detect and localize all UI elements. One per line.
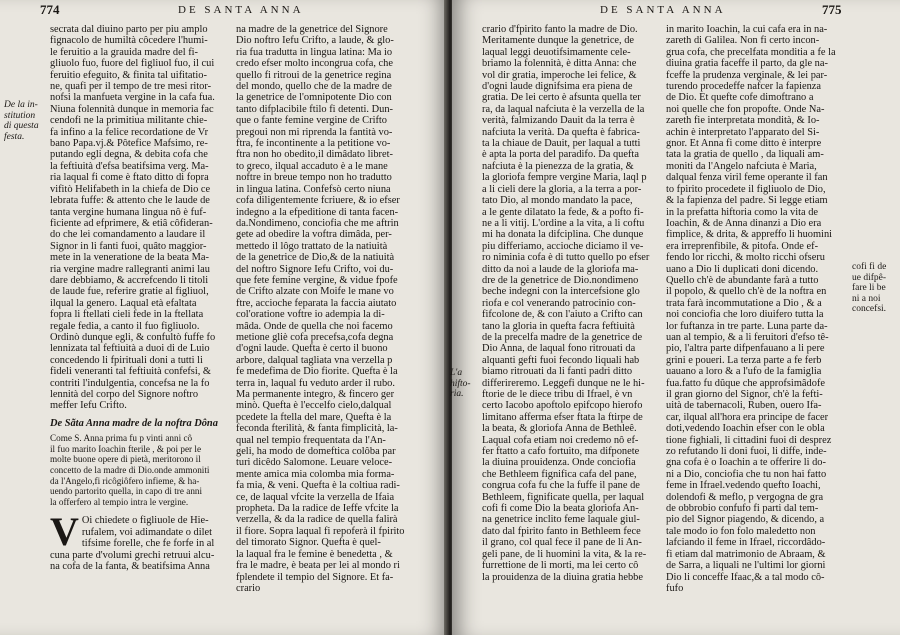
col-b-line: terra in, laqual fu veduto arder il rubo. [236,377,395,389]
right-page [452,0,900,635]
col-c-line: è apta la porta del paradifo. Da quefta [482,149,639,161]
col-a-line: tanta vergine humana lingua nô è fuf- [50,206,207,218]
col-d-line: doti,vedendo Ioachin efser con le obla [666,423,825,435]
col-d-line: gnor. Et Anna fi come ditto è interpre [666,138,822,150]
col-b-line: in lingua latina. Confefsò certo niuna [236,183,391,195]
col-c-line: differireremo. Leggefi dunque ne le hi- [482,377,645,389]
col-d-line: fendo lor ricchi, & molto ricchi ofseru [666,252,825,264]
col-d-line: era irreprenfibile, & pitofa. Onde ef- [666,240,819,252]
col-b-line: ftra non ho obedito,il dimâdato libret- [236,149,393,161]
col-a-line: fopra li ftellati cieli fede in la ftellata [50,309,204,321]
col-b-line: ftre, accioche feparata la faccia aiutato [236,297,397,309]
col-c-line: la diuina prouidenza. Onde conciofia [482,457,636,469]
section-body [50,509,230,572]
col-d-line: gna cofa è o Ioachin a te offerire li do- [666,457,826,469]
col-c-line: dre de la genetrice de Dio.nondimeno [482,274,639,286]
page-number-left: 774 [40,2,60,17]
col-a-line: fa infino a la felice recordatione de Vr [50,126,209,138]
col-b-line: gete ad obedire la voftra dimâda, per- [236,229,392,241]
col-b-line: ftra, fe incontinente a la petitione vo- [236,138,391,150]
col-a-line: feruitio efeguito, & finita tal uifitatio- [50,69,207,81]
col-c-line: il grano, col qual fece il pane de li An- [482,537,642,549]
col-a-line: Signor in li fanti fuoi, quâto maggior- [50,240,207,252]
col-b-line: que fete femine vergine, & vidue fpofe [236,274,398,286]
col-c-line: ne a li vitij. L'ordine a la vita, a li coftu [482,217,645,229]
col-d-line: & la fapienza del padre. Si legge etiam [666,195,828,207]
col-d-line: noi conciofia che loro diuifero tutta la [666,309,824,321]
col-a-line: fignacolo de humiltà côcedere l'humi- [50,35,208,47]
margin-note-history: L'a hifto- ria. [450,368,471,399]
col-a-line: mete in la veneratione de la beata Ma- [50,252,209,264]
body-line: Oi chiedete o figliuole de Hie- [81,515,209,527]
margin-gloss: cofi fi de ue difpê- fare li be ni a noi concefsi. [852,262,887,314]
col-b-line: arbore, dalqual tagliata vna verzella p [236,354,393,366]
col-a-line: contriti l'indulgentia, concefsa ne la fo [50,377,210,389]
col-c-line: verità, falmizando Dauit da la terra è [482,115,635,127]
col-b-line: fa mia, & veni. Quefta è la coltiua radi- [236,480,400,492]
col-b-line: il fiore. Sopra laqual fi repoferà il fpirito [236,525,405,537]
col-b-line: tanto difplacibile ftilo fi detenti. Dun- [236,103,393,115]
col-c-line: mi ha donata la difciplina. Che dunque [482,229,644,241]
col-b-line: Dio noftro Iefu Crifto, a laude, & glo- [236,35,394,47]
col-c-line: tano la gloria in quefta facra feftiuità [482,320,635,332]
col-c-line: de la precelfa madre de la genetrice de [482,331,643,343]
col-c-line: ftorie de le diece tribu di Ifrael, è vn [482,389,633,400]
col-c-line: Laqual cofa etiam noi credemo nô ef- [482,434,639,446]
col-c-line: dato dal fpirito fanto in Bethleem fece [482,525,641,537]
col-d-line: car, ilqual all'hora era principe de facer [666,411,829,423]
col-c-line: biamo ritrouati da li fanti padri ditto [482,366,633,378]
col-b-line: mente amica mia colomba mia forma- [236,468,395,480]
col-c-line: che Bethleem fignifica cafa del pane, [482,468,637,480]
col-d-line: fufo [666,582,684,594]
col-a-line: ne, quafi per il tempo de tre mesi ritor- [50,81,212,93]
col-d-line: zareth di Galilea. Non fi certo incon- [666,35,820,47]
col-b-line: col'oratione voftre io adempia la di- [236,309,385,321]
summary-line: molte buone opere di pietà, meritorono il [50,454,201,465]
col-b-line: mettedo il lôgo trattato de la natiuità [236,240,388,252]
summary-line: da l'Angelo,fi ricôgiôfero infieme, & ha- [50,475,200,486]
col-b-line: del timorato Signor. Quefta è quel- [236,537,381,549]
col-c-line: Meritamente dunque la genetrice, de [482,35,635,47]
col-b-line: metione gliè cofa precefsa,cofa degna [236,331,394,343]
col-a-line: putando egli degna, & debita cofa che [50,149,208,161]
body-line: na cofa de la fanta, & beatifsima Anna [50,561,210,572]
col-d-line: achin è interpretato l'apparato del Si- [666,126,820,138]
col-d-line: fimplice, & drita, & appreffo li huomini [666,229,833,241]
body-line: tifsime forelle, che fe forfe in al [81,538,215,550]
col-b-line: noftre in breue tempo non ho tradutto [236,172,392,184]
summary-line: la offerfero al tempio intra le vergine. [50,496,189,507]
col-d-line: uità de tabernacoli, Ruben, ouero Ifa- [666,400,822,412]
col-b-line: to greco, ilqual accaduto è a le mane [236,160,388,172]
col-c-line: ta la chiaue de Dauit, per laqual a tutti [482,138,641,150]
col-a-line: Niuna folennità dunque in memoria fac [50,103,214,115]
col-b-line: pcedete la ftella del mare, Quefta è la [236,411,392,423]
section-summary [50,433,230,507]
col-a-line: ficiente ad efprimere, & etiâ côfideran- [50,217,213,229]
drop-cap: V [50,509,79,555]
col-c-line: a le gente dilatato la fede, & a pofto fi- [482,206,644,218]
col-b-line: cofa diligentemente fcriuere, & io efser [236,195,400,207]
col-b-line: fra le madre, è beata per lei al mondo ri [236,560,400,572]
col-b-line: propheta. Da la radice de Ieffe vfcite la [236,503,399,515]
col-d-line: feme in Ifrael.vedendo quefto Ioachi, [666,480,821,492]
col-d-line: grini e poueri. La terza parte a fe ferb [666,354,822,366]
col-b-line: da.Nondimeno, conciofia che me aftrin [236,217,399,229]
column-d-lines [666,24,844,594]
col-a-line: meffer Iefu Crifto. [50,400,127,412]
col-c-line: na genetrice inclito feme laquale giul- [482,514,640,526]
col-d-line: noi quelle che fon propofte. Onde Na- [666,103,825,115]
col-c-line: ditto da noi a laude de la gloriofa ma- [482,263,639,275]
col-a-line: ria laqual fi come è ftato ditto di fopra [50,172,209,184]
col-d-line: to fpirito procedete il figliuolo de Dio, [666,183,826,195]
col-b-line: qual nel tempio frequentata da l'An- [236,434,386,446]
col-b-line: de Crifto alzate con Moife le mane vo [236,286,394,298]
col-c-line: a li cieli dere la gloria, a la terra a por- [482,183,642,195]
col-c-line: briamo la folennità, è ditta Anna: che [482,58,637,70]
col-c-line: crario d'fpirito fanto la madre de Dio. [482,24,638,35]
col-d-line: diuina gratia faceffe il parto, da gle na- [666,58,828,70]
col-c-line: nafciuta è la pienezza de la gratia, & [482,160,634,172]
col-b-line: mâda. Onde de quella che noi facemo [236,320,393,332]
col-c-line: laqual leggi deuotifsimamente cele- [482,46,631,58]
running-head-right: DE SANTA ANNA [600,4,726,16]
col-b-line: Ma permanente integro, & fincero ger [236,389,395,400]
col-d-line: fceffe la prudenza verginale, & lei par- [666,69,828,81]
col-d-line: pio del Signor piagendo, & dicendo, a [666,514,825,526]
col-a-line: regale fedia, a canto il fuo figliuolo. [50,320,200,332]
col-d-line: in marito Ioachin, la cui cafa era in na- [666,24,828,35]
col-d-line: Ioachin, & de Anna dinanzi a Dio era [666,217,822,229]
col-a-line: ria vergine madre rallegranti animi lau [50,263,210,275]
col-a-line: cendofi ne la primitiua militante chie- [50,115,208,127]
left-page [0,0,448,635]
col-c-line: d'ogni laude dignifsima era piena de [482,81,633,93]
col-d-line: de obbrobio confufo fi parti dal tem- [666,503,819,515]
col-b-line: pregoui non mi riprenda la fantità vo- [236,126,393,138]
col-d-line: grua cofa, che precelfata monditia a fe la [666,46,836,58]
col-d-line: zareth fie interpretata mondità, & Io- [666,115,820,127]
col-a-line: gliuolo fuo, fuore del figliuol fuo, il cui [50,58,215,70]
col-d-line: dolendofi & meflo, p vergogna de gra [666,491,824,503]
col-a-line: concedendo li fpirituali doni a tutti li [50,354,203,366]
col-b-line: verzella, & da la radice de quella falirà [236,514,398,526]
col-c-line: vol dir gratia, imperoche lei felice, & [482,69,637,81]
col-c-line: ra, da laqual nafciuta è la verzella de la [482,103,645,115]
col-c-line: gratia. De lei certo è afsunta quella ter [482,92,641,104]
col-b-line: minò. Quefta è l'eccelfo cielo,dalqual [236,400,392,412]
col-b-line: fe medefima de Dio fiorite. Quefta è la [236,366,398,378]
col-d-line: il popolo, & quello ch'è de la noftra en [666,286,827,298]
col-c-line: limitano afferma efser ftata la ftirpe de [482,411,643,423]
col-c-line: fer ftatto a cafo fortuito, ma difponete [482,446,640,458]
col-d-line: fua.fatto fu dûque che approfsimâdofe [666,377,825,389]
col-c-line: geli pane, de li huomini la vita, & la re- [482,548,647,560]
col-c-line: la beata, & gloriofa Anna de Bethleê. [482,423,637,435]
col-d-line: lor fuftanza in tre parte. Luna parte da- [666,320,828,332]
col-c-line: nafciuta la verità. Da quefta è fabrica- [482,126,640,138]
col-a-line: de laude fue, referire gratie al figliuol, [50,286,209,298]
col-b-line: la laqual fra le femine è benedetta , & [236,548,393,560]
col-c-line: cofi fi come Dio la beata gloriofa An- [482,503,639,515]
col-d-line: uauano a loro & a l'ufo de la famiglia [666,366,822,378]
col-c-line: la prouidenza de la diuina gratia hebbe [482,571,643,583]
col-d-line: dalqual fenza viril feme operante il fan [666,172,828,184]
col-a-line: fideli veneranti tal feftiuità confefsi, & [50,366,211,378]
col-c-line: riofa e col venerando patrocinio con- [482,297,636,309]
col-b-line: la genetrice de l'omnipotente Dio con [236,92,392,104]
col-c-line: Dio Anna, de laqual fono ritrouati da [482,343,636,355]
col-b-line: del noftro Signore Iefu Crifto, voi du- [236,263,394,275]
col-c-line: congrua cofa fu che la fuffe il pane de [482,480,640,492]
column-a [50,24,230,572]
col-b-line: crario [236,582,261,594]
col-d-line: trata farà incommutatione a Dio , & a [666,297,822,309]
col-c-line: la gloriofa fempre vergine Maria, laql p [482,172,647,184]
summary-line: concetto de la madre di Dio.onde ammoniti [50,465,210,475]
col-a-line: le feruitio a la grauida madre del fi- [50,46,198,58]
col-c-line: alquanti gefti fuoi fecondo liquali hab [482,354,640,366]
col-d-line: pio, l'altra parte difpenfauano a li pere [666,343,825,355]
col-a-line: dare debbiamo, & accrefcendo li titoli [50,274,209,286]
col-a-line: do che lei comandamento a laudare il [50,229,206,241]
col-a-line: ilqual la genero. Laqual età efaltata [50,297,197,309]
col-a-line: Ordinò dunque egli, & confultò fuffe fo [50,331,216,343]
col-c-line: Bethleem, fignificate quella, per laqual [482,491,645,503]
column-b-lines [236,24,434,594]
col-d-line: turendo procedeffe nafcer la fapienza [666,81,821,93]
col-b-line: ce, de laqual vfcite la verzella de Ifaia [236,491,395,503]
col-a-line: lennità del corpo del Signore noftro [50,389,199,400]
col-c-line: furrettione de li morti, ma lei certo cô [482,560,639,572]
col-a-line: bano Papa.vj.& Pôtefice Mafsimo, re- [50,138,208,150]
col-d-line: uan al tempio, & a li feruitori d'efso tê- [666,331,829,343]
section-heading: De Sãta Anna madre de la noftra Dôna [50,417,218,429]
col-d-line: il gran giorno del Signor, ch'è la fefti- [666,389,823,400]
col-d-line: tione fighiali, li cittadini fuoi di desprez [666,434,832,446]
margin-note-institution: De la in- stitution di questa festa. [4,100,39,142]
col-b-line: credo efser molto incongrua cofa, che [236,58,393,70]
page-number-right: 775 [822,2,842,17]
col-d-line: zo refutando li doni fuoi, li diffe, inde- [666,446,827,458]
summary-line: Come S. Anna prima fu p vinti anni cô [50,433,193,444]
col-b-line: que o fante femine vergine de Crifto [236,115,387,127]
col-c-line: certo Iacobo apoftolo epifcopo hierofo [482,400,643,412]
col-d-line: Dio li conceffe Ifaac,& a tal modo cô- [666,571,825,583]
column-c-lines [482,24,660,583]
column-c [482,24,660,583]
col-d-line: in la prefatta hiftoria como la vita de [666,206,819,218]
column-a-lines [50,24,230,412]
col-a-line: lennizata tal feftiuità a duoi di de Luio [50,343,210,355]
running-head-left: DE SANTA ANNA [178,4,304,16]
column-b [236,24,434,594]
col-b-line: del mondo, quello che de la madre de [236,81,392,93]
col-c-line: fifcolone de, & con l'aiuto a Crifto can [482,309,643,321]
col-d-line: fi etiam dal matrimonio de Abraam, & [666,548,826,560]
col-d-line: ni a Dio, conciofia che tu non hai fatto [666,468,827,480]
col-d-line: moniti da l'Angelo nafciuta è Maria, [666,160,817,172]
column-d [666,24,844,594]
col-b-line: turi dicêdo Salomone. Leuare veloce- [236,457,393,469]
col-b-line: geli, ha modo de domeftica colôba par [236,446,396,458]
col-a-line: secrata dal diuino parto per piu amplo [50,24,208,35]
body-line: rufalem, voi adimandate o dilet [81,526,213,538]
col-c-line: tato Dio, al mondo mandato la pace, [482,195,633,207]
col-a-line: lebrata fuffe: & attento che le laude de [50,195,210,207]
col-b-line: indegno a la efpeditione di tanta facen- [236,206,399,218]
col-c-line: beche indegni con la intercefsione glo [482,286,640,298]
col-b-line: d'ogni laude. Quefta è certo il buono [236,343,388,355]
col-b-line: quello fi ritroui de la genetrice regina [236,69,392,81]
col-d-line: tata la gratia de quello , da liquali am- [666,149,824,161]
col-c-line: ro niminia cofa è di tutto quello po efser [482,252,650,264]
col-d-line: uano a Dio li duplicati doni dicendo. [666,263,819,275]
summary-line: il fuo marito Ioachin fterile , & poi per le [50,443,202,454]
col-a-line: la feftiuità d'efsa beatifsima verg. Ma- [50,160,209,172]
col-d-line: lafciando il feme in Ifrael, riccordâdo- [666,537,826,549]
col-b-line: fplendete il tempio del Signore. Et fa- [236,571,394,583]
col-d-line: de Dio. Et quefte cofe dimoftrano a [666,92,814,104]
col-b-line: na madre de la genetrice del Signore [236,24,388,35]
col-d-line: tale modo io fon folo maledetto non [666,525,816,537]
body-line: cuna parte d'volumi grechi retruui alcu- [50,549,215,561]
col-a-line: nofsi la manfueta vergine in la cafa fua. [50,92,215,104]
col-c-line: piu differiamo, accioche diciamo il ve- [482,240,644,252]
col-b-line: de la genetrice de Dio,& de la natiuità [236,252,395,264]
col-b-line: ria fua tradutta in lingua latina: Ma io [236,46,393,58]
col-b-line: feconda fterilità, & fanta fimplicità, la- [236,423,398,435]
summary-line: uendo partorito quella, in capo di tre anni [50,486,203,497]
col-a-line: vifitò Helifabeth in la chiefa de Dio ce [50,183,211,195]
col-d-line: Quello ch'è de abundante farà a tutto [666,274,819,286]
col-d-line: de Sarra, a liquali ne l'ultimi lor giorni [666,560,826,572]
